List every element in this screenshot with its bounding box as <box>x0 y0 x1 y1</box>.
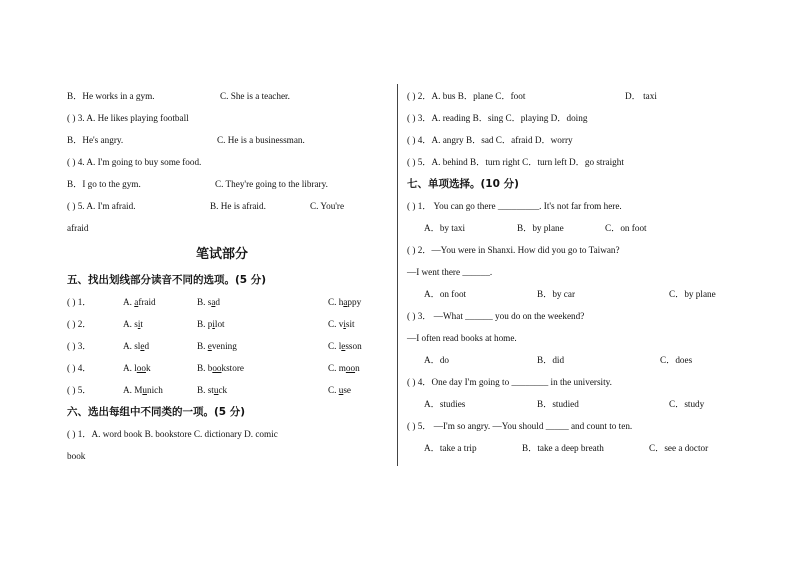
list-item <box>67 291 387 313</box>
option-b: B．by car <box>537 289 576 299</box>
mc-q3 <box>407 305 737 327</box>
option-b: B. stuck <box>197 385 228 395</box>
q4-option-bc <box>67 173 387 195</box>
list-item <box>67 313 387 335</box>
option-c: C. He is a businessman. <box>217 135 305 145</box>
question-number: ( ) 3． <box>67 341 92 351</box>
option-b: B. He is afraid. <box>210 201 266 211</box>
option-c: C. moon <box>328 363 360 373</box>
option-c: C．does <box>660 355 693 365</box>
question-text: ( ) 3．A. reading B．sing C．playing D．doing <box>407 113 588 123</box>
option-b: B．He works in a gym. <box>67 91 155 101</box>
mc-q1-options <box>407 217 737 239</box>
mc-q2-answer-line <box>407 261 737 283</box>
question-text: ( ) 3. A. He likes playing football <box>67 113 189 123</box>
option-c: C．study <box>669 399 705 409</box>
group-q4 <box>407 129 737 151</box>
question-text: ( ) 2．A. bus B．plane C．foot <box>407 91 526 101</box>
question-text: ( ) 5．A. behind B．turn right C．turn left D．go straight <box>407 157 624 167</box>
list-item <box>67 335 387 357</box>
q3-option-bc <box>67 129 387 151</box>
q4-line <box>67 151 387 173</box>
mc-q3-answer-line <box>407 327 737 349</box>
option-b: B．did <box>537 355 565 365</box>
option-a: A. sled <box>123 341 150 351</box>
option-b: B．studied <box>537 399 579 409</box>
option-a: A．do <box>424 355 450 365</box>
option-b: B. pilot <box>197 319 225 329</box>
section-6-title: 六、选出每组中不同类的一项。(5 分) <box>67 406 246 418</box>
option-b: B．I go to the gym. <box>67 179 141 189</box>
mc-q2-options <box>407 283 737 305</box>
group-q3 <box>407 107 737 129</box>
option-c: C. They're going to the library. <box>215 179 328 189</box>
question-text: ( ) 5. A. I'm afraid. <box>67 201 136 211</box>
question-number: ( ) 1． <box>67 297 92 307</box>
mc-q5-options <box>407 437 737 459</box>
question-text: ( ) 1． You can go there _________. It's not far from here. <box>407 201 622 211</box>
option-c: C．see a doctor <box>649 443 709 453</box>
option-c: C．on foot <box>605 223 647 233</box>
continuation-text: afraid <box>67 223 89 233</box>
question-text: ( ) 3． —What ______ you do on the weekend? <box>407 311 585 321</box>
option-a: A. sit <box>123 319 143 329</box>
option-c: C. use <box>328 385 351 395</box>
question-text: ( ) 4．One day I'm going to ________ in the university. <box>407 377 612 387</box>
section-5-title: 五、找出划线部分读音不同的选项。(5 分) <box>67 274 267 286</box>
question-text: —I went there ______. <box>407 267 493 277</box>
question-text: ( ) 2．—You were in Shanxi. How did you go to Taiwan? <box>407 245 620 255</box>
list-item <box>67 357 387 379</box>
option-b: B．take a deep breath <box>522 443 604 453</box>
option-b: B. bookstore <box>197 363 244 373</box>
option-a: A．take a trip <box>424 443 477 453</box>
question-text: ( ) 5． —I'm so angry. —You should _____ and count to ten. <box>407 421 633 431</box>
question-text: ( ) 4．A. angry B．sad C．afraid D．worry <box>407 135 573 145</box>
option-a: A. look <box>123 363 151 373</box>
column-divider <box>397 84 398 466</box>
section-5-list <box>67 291 387 401</box>
option-c: C. happy <box>328 297 362 307</box>
section-7-title: 七、单项选择。(10 分) <box>407 178 519 190</box>
question-text: —I often read books at home. <box>407 333 517 343</box>
q5-line <box>67 195 387 217</box>
list-item <box>67 379 387 401</box>
option-b: B．He's angry. <box>67 135 124 145</box>
option-c: C. She is a teacher. <box>220 91 290 101</box>
option-d: D． taxi <box>625 91 657 101</box>
option-c: C. visit <box>328 319 355 329</box>
option-a: A．by taxi <box>424 223 466 233</box>
written-section-title: 笔试部分 <box>195 247 248 262</box>
mc-q1 <box>407 195 737 217</box>
section-6-q1 <box>67 423 387 445</box>
mc-q3-options <box>407 349 737 371</box>
section-6-q1-continuation <box>67 445 387 467</box>
option-c: C．by plane <box>669 289 716 299</box>
option-b: B. evening <box>197 341 237 351</box>
mc-q2 <box>407 239 737 261</box>
question-number: ( ) 4． <box>67 363 92 373</box>
option-c: C. You're <box>310 201 345 211</box>
mc-q4-options <box>407 393 737 415</box>
group-q2 <box>407 85 737 107</box>
mc-q4 <box>407 371 737 393</box>
mc-q5 <box>407 415 737 437</box>
continuation-text: book <box>67 451 86 461</box>
option-c: C. lesson <box>328 341 362 351</box>
option-a: A．on foot <box>424 289 467 299</box>
group-q5 <box>407 151 737 173</box>
question-number: ( ) 2． <box>67 319 92 329</box>
question-text: ( ) 4. A. I'm going to buy some food. <box>67 157 202 167</box>
option-b: B．by plane <box>517 223 564 233</box>
left-column <box>67 85 387 467</box>
question-number: ( ) 5． <box>67 385 92 395</box>
right-column <box>407 85 737 459</box>
option-a: A．studies <box>424 399 466 409</box>
question-text: ( ) 1．A. word book B. bookstore C. dictionary D. comic <box>67 429 278 439</box>
option-a: A. Munich <box>123 385 163 395</box>
q5-continuation <box>67 217 387 239</box>
option-a: A. afraid <box>123 297 156 307</box>
option-b: B. sad <box>197 297 220 307</box>
q2-option-bc <box>67 85 387 107</box>
q3-line <box>67 107 387 129</box>
